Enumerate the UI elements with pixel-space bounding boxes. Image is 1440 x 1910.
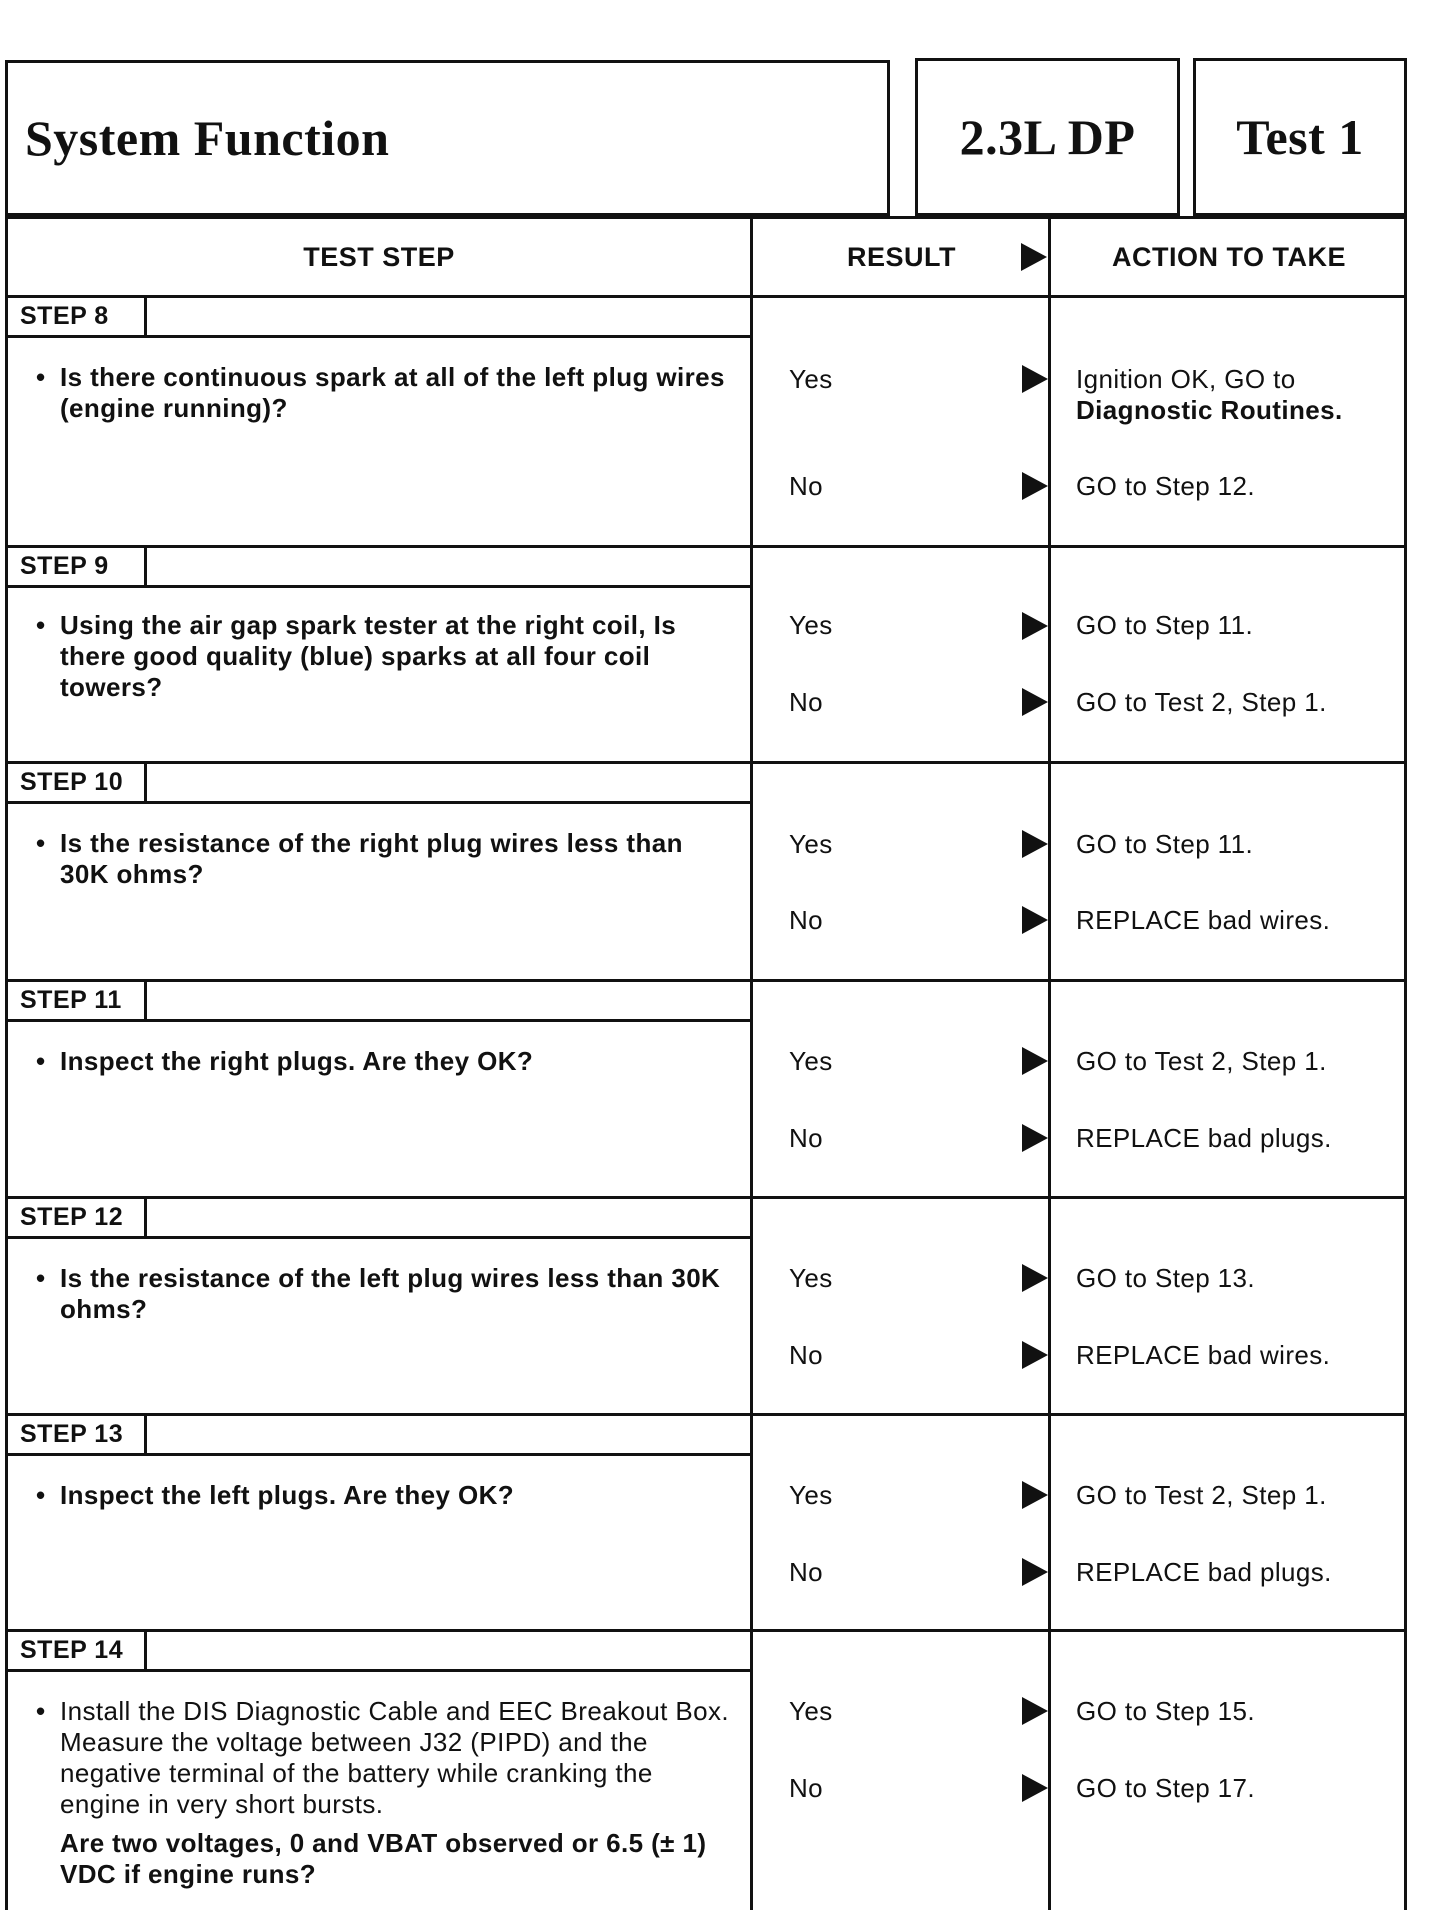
question-text: Is there continuous spark at all of the left plug wires (engine running)?	[60, 362, 725, 423]
step-label: STEP 13	[8, 1416, 147, 1453]
arrow-right-icon	[1022, 830, 1048, 858]
bullet-icon: •	[36, 362, 46, 392]
question-text: Inspect the left plugs. Are they OK?	[60, 1480, 515, 1510]
arrow-right-icon	[1022, 1341, 1048, 1369]
step-question	[36, 1046, 736, 1077]
step-label: STEP 8	[8, 298, 147, 335]
column-header-action: ACTION TO TAKE	[1112, 241, 1346, 272]
step-question	[36, 362, 736, 424]
bullet-icon: •	[36, 1696, 46, 1726]
bullet-icon: •	[36, 1046, 46, 1076]
question-text-bold: Are two voltages, 0 and VBAT observed or 6.5 (± 1) VDC if engine runs?	[60, 1828, 707, 1889]
action-text: GO to Step 11.	[1076, 829, 1254, 859]
action-line: Ignition OK, GO to	[1076, 364, 1296, 394]
table-row-step-13	[8, 1416, 1404, 1632]
step-label: STEP 11	[8, 982, 147, 1019]
action-text: REPLACE bad plugs.	[1076, 1557, 1332, 1587]
step-tab	[8, 764, 750, 804]
arrow-right-icon	[1022, 1124, 1048, 1152]
step-tab	[8, 548, 750, 588]
bullet-icon: •	[36, 1263, 46, 1293]
arrow-right-icon	[1022, 1697, 1048, 1725]
step-question	[36, 1696, 736, 1890]
action-text: REPLACE bad wires.	[1076, 1340, 1331, 1370]
engine-label: 2.3L DP	[959, 109, 1136, 165]
table-row-step-14	[8, 1632, 1404, 1910]
step-question	[36, 1263, 736, 1325]
arrow-right-icon	[1022, 1047, 1048, 1075]
page-title: System Function	[25, 110, 390, 166]
result-yes: Yes	[789, 1046, 833, 1076]
question-text: Is the resistance of the left plug wires less than 30K ohms?	[60, 1263, 721, 1324]
question-text: Is the resistance of the right plug wires less than 30K ohms?	[60, 828, 683, 889]
result-no: No	[789, 687, 824, 717]
step-tab	[8, 298, 750, 338]
result-yes: Yes	[789, 1480, 833, 1510]
column-header-test-step: TEST STEP	[303, 241, 455, 272]
table-row-step-8	[8, 298, 1404, 545]
bullet-icon: •	[36, 610, 46, 640]
arrow-right-icon	[1021, 243, 1047, 271]
arrow-right-icon	[1022, 1558, 1048, 1586]
action-text: GO to Test 2, Step 1.	[1076, 1046, 1327, 1076]
header-test-box	[1193, 58, 1407, 216]
result-yes: Yes	[789, 610, 833, 640]
step-label: STEP 12	[8, 1199, 147, 1236]
question-text: Using the air gap spark tester at the right coil, Is there good quality (blue) sparks at all four coil towers?	[60, 610, 677, 702]
header-title-box	[5, 60, 890, 216]
arrow-right-icon	[1022, 688, 1048, 716]
arrow-right-icon	[1022, 365, 1048, 393]
action-text: GO to Test 2, Step 1.	[1076, 1480, 1327, 1510]
result-no: No	[789, 1557, 824, 1587]
arrow-right-icon	[1022, 906, 1048, 934]
arrow-right-icon	[1022, 612, 1048, 640]
action-text: GO to Step 15.	[1076, 1696, 1256, 1726]
result-no: No	[789, 1773, 824, 1803]
action-text: REPLACE bad plugs.	[1076, 1123, 1332, 1153]
action-text: GO to Step 13.	[1076, 1263, 1256, 1293]
step-question	[36, 1480, 736, 1511]
step-tab	[8, 1416, 750, 1456]
step-tab	[8, 982, 750, 1022]
action-text: GO to Step 17.	[1076, 1773, 1256, 1803]
result-yes: Yes	[789, 1263, 833, 1293]
step-question	[36, 610, 736, 703]
table-row-step-11	[8, 982, 1404, 1198]
result-no: No	[789, 1340, 824, 1370]
arrow-right-icon	[1022, 1774, 1048, 1802]
arrow-right-icon	[1022, 472, 1048, 500]
result-no: No	[789, 471, 824, 501]
action-line: Diagnostic Routines.	[1076, 395, 1343, 425]
bullet-icon: •	[36, 828, 46, 858]
arrow-right-icon	[1022, 1481, 1048, 1509]
step-label: STEP 14	[8, 1632, 147, 1669]
question-text: Inspect the right plugs. Are they OK?	[60, 1046, 534, 1076]
bullet-icon: •	[36, 1480, 46, 1510]
table-row-step-12	[8, 1199, 1404, 1415]
result-no: No	[789, 1123, 824, 1153]
action-text: GO to Step 11.	[1076, 610, 1254, 640]
result-yes: Yes	[789, 1696, 833, 1726]
action-text: GO to Test 2, Step 1.	[1076, 687, 1327, 717]
step-question	[36, 828, 736, 890]
column-header-result-label: RESULT	[847, 241, 956, 272]
step-tab	[8, 1632, 750, 1672]
header-engine-box	[915, 58, 1180, 216]
action-text: GO to Step 12.	[1076, 471, 1256, 501]
action-text: REPLACE bad wires.	[1076, 905, 1331, 935]
step-tab	[8, 1199, 750, 1239]
step-label: STEP 9	[8, 548, 147, 585]
arrow-right-icon	[1022, 1264, 1048, 1292]
diagnostic-table	[5, 216, 1407, 1910]
table-row-step-9	[8, 548, 1404, 763]
result-yes: Yes	[789, 364, 833, 394]
column-header-result	[753, 216, 1048, 298]
table-row-step-10	[8, 764, 1404, 980]
result-yes: Yes	[789, 829, 833, 859]
action-text	[1076, 364, 1406, 426]
question-text: Install the DIS Diagnostic Cable and EEC Breakout Box. Measure the voltage between J32 (PIPD) and the negative terminal of the battery while cranking the engine in very short bursts.	[60, 1696, 730, 1819]
test-label: Test 1	[1236, 109, 1364, 165]
result-no: No	[789, 905, 824, 935]
step-label: STEP 10	[8, 764, 147, 801]
